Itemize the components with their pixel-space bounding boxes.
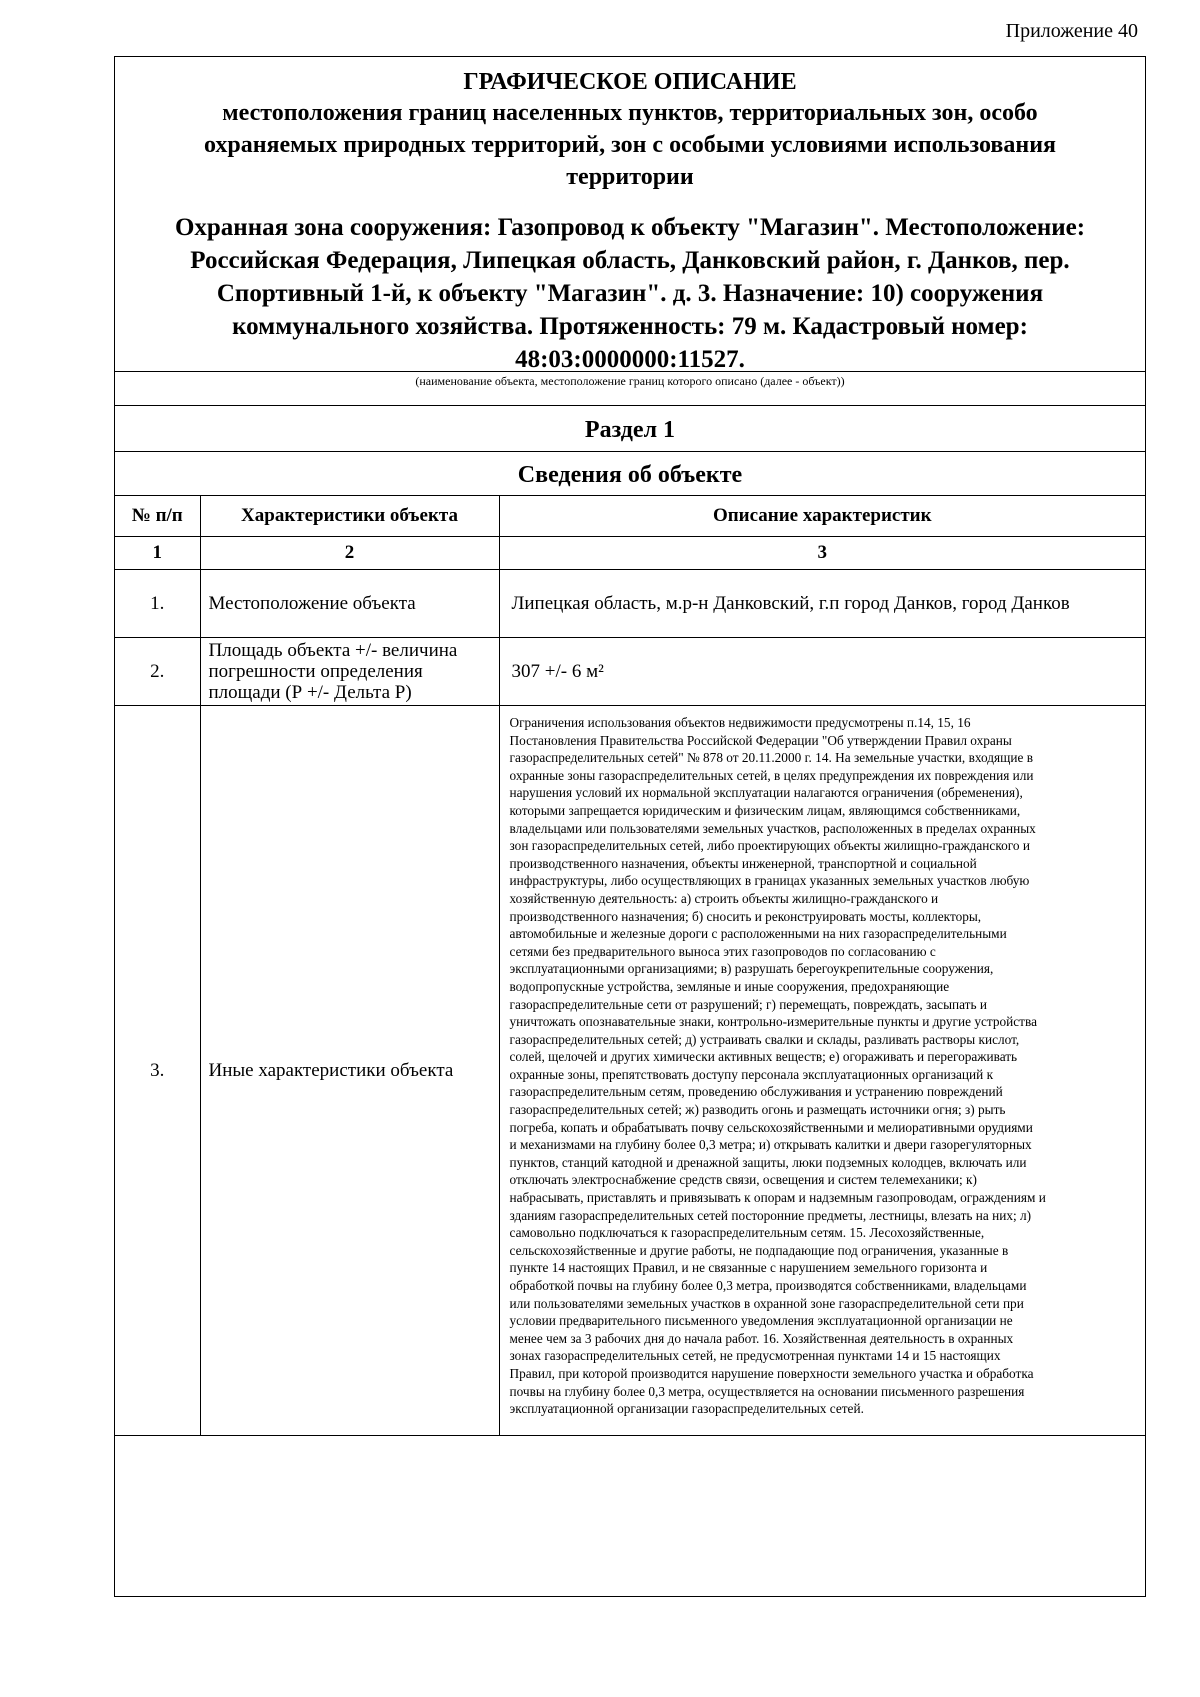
column-number: 3 — [499, 537, 1145, 570]
description-line: водопропускные устройства, земляные и иные сооружения, предохраняющие — [509, 978, 950, 994]
row-description: Липецкая область, м.р-н Данковский, г.п город Данков, город Данков — [499, 570, 1145, 638]
object-line: Спортивный 1-й, к объекту "Магазин". д. 3. Назначение: 10) сооружения — [216, 280, 1044, 307]
description-line: погреба, копать и обрабатывать почву сельскохозяйственными и мелиоративными орудиями — [509, 1119, 1033, 1135]
row-description-long — [499, 706, 1145, 1436]
description-line: автомобильные и железные дороги с расположенными на них газораспределительными — [509, 926, 1007, 942]
description-line: эксплуатационными организациями; в) разрушать берегоукрепительные сооружения, — [509, 961, 994, 977]
description-line: инфраструктуры, либо осуществляющих в границах указанных земельных участков любую — [509, 873, 1030, 889]
description-line: газораспределительным сетям, проведению обслуживания и устранению повреждений — [509, 1084, 1003, 1100]
description-line: которыми запрещается юридическим и физическим лицам, являющимся собственниками, — [509, 802, 1021, 818]
row-characteristic: Местоположение объекта — [200, 570, 499, 638]
row-description: 307 +/- 6 м² — [499, 638, 1145, 706]
description-line: пункте 14 настоящих Правил, и не связанные с нарушением земельного горизонта и — [509, 1260, 988, 1276]
header-cell-characteristic: Характеристики объекта — [200, 496, 499, 537]
object-caption: (наименование объекта, местоположение границ которого описано (далее - объект)) — [415, 374, 845, 388]
description-line: газораспределительных сетей; д) устраивать свалки и склады, разливать растворы кислот, — [509, 1031, 1020, 1047]
document-header — [115, 57, 1145, 371]
table-row — [115, 638, 1145, 706]
description-line: почвы на глубину более 0,3 метра, осуществляется на основании письменного разрешения — [509, 1383, 1025, 1399]
row-number: 2. — [115, 638, 200, 706]
description-line: отключать электроснабжение средств связи, освещения и систем телемеханики; к) — [509, 1172, 977, 1188]
document-subtitle — [145, 97, 1115, 193]
document-title: ГРАФИЧЕСКОЕ ОПИСАНИЕ — [463, 69, 797, 95]
subtitle-line: территории — [566, 164, 694, 190]
description-line: нарушения условий их нормальной эксплуатации налагаются ограничения (обременения), — [509, 785, 1023, 801]
table-row — [115, 706, 1145, 1436]
description-line: сельскохозяйственные и другие работы, не подпадающие под ограничения, указанные в — [509, 1242, 1009, 1258]
column-number: 2 — [200, 537, 499, 570]
description-line: хозяйственную деятельность: а) строить объекты жилищно-гражданского и — [509, 890, 939, 906]
column-number: 1 — [115, 537, 200, 570]
description-line: охранные зоны газораспределительных сетей, в целях предупреждения их повреждения или — [509, 767, 1034, 783]
divider — [115, 451, 1145, 452]
description-line: охранные зоны, препятствовать доступу персонала эксплуатационных организаций к — [509, 1066, 994, 1082]
subtitle-line: охраняемых природных территорий, зон с особыми условиями использования — [203, 132, 1057, 158]
description-line: Правил, при которой производится нарушение поверхности земельного участка и обработка — [509, 1365, 1034, 1381]
section-title: Раздел 1 — [584, 417, 676, 443]
header-cell-description: Описание характеристик — [499, 496, 1145, 537]
subtitle-line: местоположения границ населенных пунктов, территориальных зон, особо — [222, 100, 1038, 126]
description-line: Ограничения использования объектов недвижимости предусмотрены п.14, 15, 16 — [509, 715, 971, 730]
row-characteristic: Площадь объекта +/- величина погрешности определения площади (Р +/- Дельта Р) — [200, 638, 499, 706]
description-line: газораспределительных сетей; ж) разводить огонь и размещать источники огня; з) рыть — [509, 1102, 1006, 1118]
column-number-row — [115, 537, 1145, 570]
document-frame — [114, 56, 1146, 1597]
divider — [115, 405, 1145, 406]
description-line: и механизмами на глубину более 0,3 метра; и) открывать калитки и двери газорегуляторных — [509, 1137, 1032, 1153]
object-line: Российская Федерация, Липецкая область, Данковский район, г. Данков, пер. — [190, 247, 1070, 274]
description-line: обработкой почвы на глубину более 0,3 метра, производятся собственниками, владельцами — [509, 1278, 1027, 1293]
object-line: 48:03:0000000:11527. — [515, 346, 745, 373]
object-line: Охранная зона сооружения: Газопровод к объекту "Магазин". Местоположение: — [174, 214, 1086, 241]
characteristics-table — [115, 495, 1145, 1436]
object-description — [135, 211, 1125, 376]
description-line: сетями без предварительного выноса этих газопроводов по согласованию с — [509, 943, 936, 959]
description-line: Постановления Правительства Российской Федерации "Об утверждении Правил охраны — [509, 732, 1012, 748]
description-line: условии предварительного письменного уведомления эксплуатационной организации не — [509, 1313, 1013, 1329]
description-line: газораспределительные сети от разрушений; г) перемещать, повреждать, засыпать и — [509, 996, 987, 1012]
header-cell-number: № п/п — [115, 496, 200, 537]
description-line: набрасывать, приставлять и привязывать к опорам и надземным газопроводам, ограждениям и — [509, 1190, 1046, 1206]
row-characteristic: Иные характеристики объекта — [200, 706, 499, 1436]
description-line: пунктов, станций катодной и дренажной защиты, люки подземных колодцев, включать или — [509, 1154, 1027, 1170]
description-line: производственного назначения; б) сносить и реконструировать мосты, коллекторы, — [509, 908, 982, 924]
row-number: 3. — [115, 706, 200, 1436]
description-line: эксплуатационной организации газораспределительных сетей. — [509, 1401, 864, 1417]
description-line: или пользователями земельных участков в охранной зоне газораспределительной сети при — [509, 1295, 1024, 1311]
description-line: зданиям газораспределительных сетей посторонние предметы, лестницы, влезать на них; л) — [509, 1207, 1032, 1223]
description-line: менее чем за 3 рабочих дня до начала работ. 16. Хозяйственная деятельность в охранных — [509, 1330, 1014, 1346]
appendix-label: Приложение 40 — [1005, 20, 1138, 42]
divider — [115, 371, 1145, 372]
table-row — [115, 570, 1145, 638]
description-line: самовольно подключаться к газораспределительным сетям. 15. Лесохозяйственные, — [509, 1225, 985, 1241]
section-subtitle: Сведения об объекте — [517, 462, 743, 488]
row-number: 1. — [115, 570, 200, 638]
table-header-row — [115, 496, 1145, 537]
object-line: коммунального хозяйства. Протяженность: 79 м. Кадастровый номер: — [232, 313, 1028, 340]
description-line: газораспределительных сетей" № 878 от 20.11.2000 г. 14. На земельные участки, входящие в — [509, 750, 1033, 766]
description-line: уничтожать опознавательные знаки, контрольно-измерительные пункты и другие устройства — [509, 1014, 1037, 1030]
description-line: владельцами или пользователями земельных участков, расположенных в пределах охранных — [509, 820, 1036, 836]
description-line: зонах газораспределительных сетей, не предусмотренная пунктами 14 и 15 настоящих — [509, 1348, 1001, 1364]
description-line: зон газораспределительных сетей, либо проектирующих объекты жилищно-гражданского и — [509, 838, 1030, 854]
description-line: солей, щелочей и других химически активных веществ; е) огораживать и перегораживать — [509, 1049, 1018, 1065]
description-line: производственного назначения, объекты инженерной, транспортной и социальной — [509, 855, 977, 871]
